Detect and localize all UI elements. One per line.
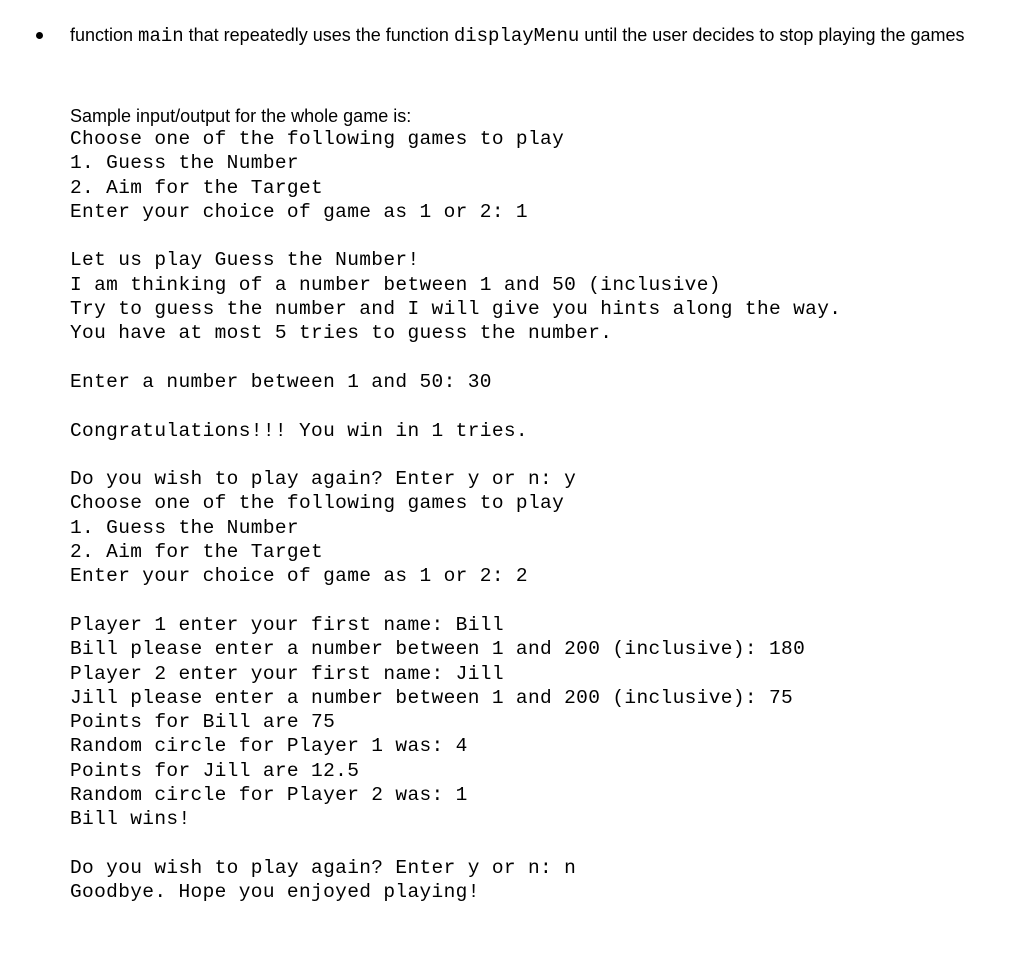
console-line — [70, 346, 841, 370]
console-line: I am thinking of a number between 1 and 50 (inclusive) — [70, 273, 721, 296]
console-line: 2. Aim for the Target — [70, 176, 324, 199]
console-line: Choose one of the following games to play — [70, 492, 565, 515]
console-line: Random circle for Player 2 was: 1 — [70, 784, 468, 807]
requirement-text — [70, 22, 1010, 50]
console-line: Enter your choice of game as 1 or 2: 2 — [70, 565, 528, 588]
bullet-dot-icon — [36, 32, 43, 39]
console-line: Choose one of the following games to play — [70, 128, 565, 150]
console-line: Do you wish to play again? Enter y or n: y — [70, 468, 577, 491]
console-line — [70, 443, 841, 467]
console-line: Player 2 enter your first name: Jill — [70, 662, 504, 685]
console-line — [70, 589, 841, 613]
function-main-code: main — [138, 25, 184, 47]
console-line: Random circle for Player 1 was: 4 — [70, 735, 468, 758]
console-line: Bill please enter a number between 1 and 200 (inclusive): 180 — [70, 638, 806, 661]
console-line: 1. Guess the Number — [70, 516, 299, 539]
console-line: Points for Bill are 75 — [70, 711, 336, 734]
console-line: Enter your choice of game as 1 or 2: 1 — [70, 200, 528, 223]
console-line: Player 1 enter your first name: Bill — [70, 613, 504, 636]
console-line: Enter a number between 1 and 50: 30 — [70, 370, 492, 393]
console-line: Bill wins! — [70, 808, 191, 831]
console-line: You have at most 5 tries to guess the number. — [70, 322, 613, 345]
requirement-middle: that repeatedly uses the function — [183, 25, 454, 45]
console-line — [70, 224, 841, 248]
console-line: Do you wish to play again? Enter y or n: n — [70, 856, 577, 879]
sample-console-output — [70, 127, 841, 905]
sample-heading: Sample input/output for the whole game is: — [70, 106, 412, 126]
console-line: Try to guess the number and I will give you hints along the way. — [70, 298, 842, 321]
console-line: Jill please enter a number between 1 and 200 (inclusive): 75 — [70, 686, 794, 709]
console-line: Congratulations!!! You win in 1 tries. — [70, 419, 528, 442]
requirement-suffix: until the user decides to stop playing the games — [579, 25, 965, 45]
console-line: Points for Jill are 12.5 — [70, 759, 360, 782]
function-displaymenu-code: displayMenu — [453, 25, 580, 47]
console-line: Goodbye. Hope you enjoyed playing! — [70, 881, 480, 904]
console-line: 1. Guess the Number — [70, 152, 299, 175]
console-line: Let us play Guess the Number! — [70, 249, 420, 272]
console-line — [70, 832, 841, 856]
requirement-prefix: function — [70, 25, 139, 45]
console-line: 2. Aim for the Target — [70, 541, 324, 564]
console-line — [70, 394, 841, 418]
